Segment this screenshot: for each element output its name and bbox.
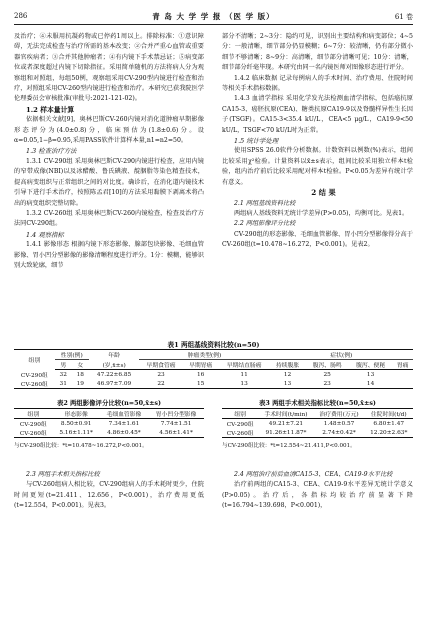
- paragraph: 依据相关文献[9]，奥林巴斯CV-260内镜对消化道肿瘤早期影像形态评分为(4.0±0.8)分，临床预估为(1.8±0.6)分。设α=0.05,1−β=0.95,采用PASS软件计算样本量,n1=n2=50。: [14, 116, 204, 145]
- section-heading: 1.4 观察指标: [26, 230, 64, 239]
- table-header: 组别: [28, 358, 41, 365]
- table-header: 腹泻、肠鸣: [305, 360, 348, 370]
- paragraph: 1.4.2 临床数据 记录每例病人的手术时间、治疗费用、住院时间等相关手术指标数据。: [222, 74, 413, 93]
- table-header: 早期结直肠癌: [219, 360, 270, 370]
- subsection-heading: 2.4 两组治疗前后血清CA15-3、CEA、CA19-9水平比较: [234, 471, 393, 478]
- table-header: 毛细血管影像: [100, 409, 149, 419]
- table-row: [14, 419, 204, 429]
- paragraph: 两组病人基线资料无统计学差异(P>0.05)，均衡可比。见表1。: [234, 209, 409, 217]
- left-column: [14, 32, 204, 271]
- journal-title: 青 岛 大 学 学 报 （医 学 版）: [152, 12, 275, 21]
- subsection-heading: 2.2 两组影像评分比较: [234, 220, 296, 228]
- paragraph: 1.3.1 CV-290组 采用奥林巴斯CV-290内镜进行检查，应用内镜的窄带成像(NBI)以及冰醋酸、鲁氏碘液、靛胭脂等染色精查技术，提高病变组织与正常组织之间的对比度。确诊后，在消化道内镜技术引导下进行手术治疗，按照陈孟君[10]的方法采用黏膜下剥离术将凸出的病变组织完整切除。: [14, 157, 204, 207]
- table2: [14, 408, 204, 438]
- page-number: 286: [14, 12, 28, 20]
- table-cell: CV-290组: [226, 422, 254, 428]
- bottom-right-text: [222, 470, 413, 512]
- table-cell: 13: [283, 380, 292, 387]
- paragraph: 与CV-260组病人相比较，CV-290组病人的手术耗时更少，住院时间更短(t=21.411、12.656，P<0.001)，治疗费用更低(t=12.554，P<0.001)。见表3。: [14, 481, 204, 510]
- table-cell: 49.21±7.21: [268, 420, 304, 427]
- table-cell: 6.80±1.47: [373, 420, 405, 427]
- table-header: 症状(例): [270, 350, 413, 360]
- table-header: 持续腹胀: [270, 360, 306, 370]
- table-cell: 4.56±1.41*: [159, 429, 193, 436]
- table-cell: 12: [283, 371, 292, 378]
- bottom-left-text: [14, 470, 204, 512]
- table-cell: 91.26±11.87*: [265, 429, 307, 436]
- table-cell: 46.97±7.09: [96, 380, 132, 387]
- table-header: (岁,x̄±s): [89, 360, 140, 370]
- results-heading: 2 结 果: [311, 188, 336, 198]
- table-row: [14, 370, 413, 380]
- paragraph: 1.4.1 影像形态 根据内镜下形态影像、腺部包块影像、毛细血管影像、胃小凹分型影像的影像清晰程度进行评分。1分：模糊，能够识别大致轮廓，细节: [14, 241, 204, 269]
- table-cell: 13: [240, 380, 248, 387]
- table-cell: 25: [323, 371, 331, 378]
- table-header: 腹泻、便秘: [349, 360, 392, 370]
- table-cell: 1.48±0.57: [323, 420, 355, 427]
- table-header: 组别: [222, 409, 258, 419]
- table-header: 形态影像: [53, 409, 100, 419]
- paragraph: 1.4.3 血清学指标 采用化学发光法检测血清学指标，包括癌抗原CA15-3、癌胚抗原(CEA)、糖类抗原CA19-9以及脊髓样异性生长因子(TSGF)。CA15-3<35.4 kU/L，CEA<5 μg/L，CA19-9<50 kU/L，TSGF<70 kU/L时为正常。: [222, 95, 413, 134]
- table-row: [222, 419, 413, 429]
- table-cell: 7.74±1.51: [160, 420, 192, 427]
- table1: [14, 349, 413, 389]
- table-header: 组别: [14, 409, 53, 419]
- table-header: 手术时间(t/min): [258, 409, 313, 419]
- table-cell: 19: [76, 380, 84, 387]
- table-cell: 22: [157, 380, 165, 387]
- table-cell: CV-260组: [20, 382, 48, 388]
- subsection-heading: 2.1 两组基线资料比较: [234, 199, 296, 207]
- table-cell: 12.20±2.63*: [370, 429, 408, 436]
- table-cell: 7.34±1.61: [108, 420, 140, 427]
- paragraph: 及治疗；④未服用抗凝药物或已停药1周以上。排除标准：①意识障碍，无法完成检查与治疗所需的基本改变；②合并严重心血管或重要器官疾病者；③合并其他肿瘤者；④有内镜下手术禁忌证；⑤病变部位或者深度超过内镜下切除指征。采用简单随机的方法将病人分为观察组和对照组，每组50例，观察组采用CV-290型内镜进行检查和治疗，对照组采用CV-260型内镜进行检查和治疗。本研究已获我院医学伦理委员会审核批准(审批号:2021-121-02)。: [14, 33, 204, 103]
- table2-note: 与CV-290组比较：*t=10.478~16.272,P<0.001。: [14, 443, 148, 449]
- table2-caption: 表2 两组影像评分比较(n=50,x̄±s): [56, 399, 162, 407]
- table-cell: CV-260组: [226, 431, 254, 437]
- paragraph: 部分不清晰；2~3分：隐约可见，识别出主要结构和病变部位；4~5分：一般清晰，细节部分仍显模糊；6~7分：较清晰，仍有部分微小细节不够清晰；8~9分：高清晰，细节部分清晰可见；10分：清晰，细节部分纤毫毕现。本研究由同一名内镜医师对图像形态进行评分。: [222, 33, 413, 72]
- table-cell: CV-290组: [20, 372, 48, 379]
- table-cell: 47.22±6.85: [96, 371, 132, 378]
- table-cell: 31: [59, 380, 67, 387]
- table-cell: CV-290组: [19, 422, 47, 428]
- table-cell: CV-260组: [19, 431, 47, 437]
- table-row: [14, 428, 204, 438]
- table-cell: 13: [366, 371, 375, 378]
- table3-caption: 表3 两组手术相关指标比较(n=50,x̄±s): [259, 399, 376, 407]
- table1-caption: 表1 两组基线资料比较(n=50): [167, 341, 260, 349]
- table-cell: 15: [196, 380, 205, 387]
- table-header: 男: [55, 360, 72, 370]
- paragraph: 治疗前两组的CA15-3、CEA、CA19-9水平差异无统计学意义(P>0.05)。治疗后，各指标均较治疗前显著下降(t=16.794~139.698，P<0.001)，: [222, 481, 413, 510]
- table-cell: 18: [76, 371, 84, 378]
- section-heading: 1.2 样本量计算: [26, 105, 75, 114]
- table-cell: 32: [59, 371, 67, 378]
- table-cell: 23: [157, 371, 165, 378]
- table-cell: 2.74±0.42*: [322, 429, 356, 436]
- table-cell: 11: [240, 371, 248, 378]
- table-cell: 23: [323, 380, 331, 387]
- table-header: 肿瘤类型(例): [139, 350, 269, 360]
- table-cell: 14: [366, 380, 375, 387]
- subsection-heading: 2.3 两组手术相关指标比较: [26, 471, 100, 478]
- table-row: [222, 428, 413, 438]
- volume-label: 61 卷: [394, 13, 413, 21]
- table-header: 治疗费用(万元): [314, 409, 365, 419]
- table-header: 住院时间(t/d): [364, 409, 413, 419]
- table-header: 早期食管癌: [139, 360, 182, 370]
- section-heading: 1.3 检查治疗方法: [26, 147, 77, 156]
- table-header: 年龄: [108, 353, 120, 360]
- table-header: 女: [72, 360, 89, 370]
- section-heading: 1.5 统计学处理: [234, 137, 279, 146]
- page-header: [14, 10, 413, 25]
- paragraph: 使用SPSS 26.0软件分析数据。计数资料以例数(%)表示，组间比较采用χ²检验。计量资料以x̄±s表示，组间比较采用独立样本t检验，组内治疗前后比较采用配对样本t检验。P<0.05为差异有统计学有意义。: [222, 147, 413, 186]
- table-header: 早期胃癌: [183, 360, 219, 370]
- paragraph: 1.3.2 CV-260组 采用奥林巴斯CV-260内镜检查，检查及治疗方法同CV-290组。: [14, 209, 204, 228]
- table-header: 性别(例): [55, 350, 89, 360]
- table-header: 胃痛: [392, 360, 413, 370]
- table-cell: 4.86±0.45*: [107, 429, 141, 436]
- table-cell: 16: [196, 371, 205, 378]
- paragraph: CV-290组的形态影像、毛细血管影像、胃小凹分型影像得分高于CV-260组(t=10.478~16.272，P<0.001)。见表2。: [222, 230, 413, 249]
- table3: [222, 408, 413, 438]
- table-cell: 5.16±1.11*: [59, 429, 93, 436]
- right-column: [222, 32, 413, 251]
- table3-note: 与CV-290组比较：*t=12.554~21.411,P<0.001。: [222, 443, 356, 449]
- table-header: 胃小凹分型影像: [148, 409, 204, 419]
- table-cell: 8.50±0.91: [60, 420, 92, 427]
- table-row: [14, 379, 413, 389]
